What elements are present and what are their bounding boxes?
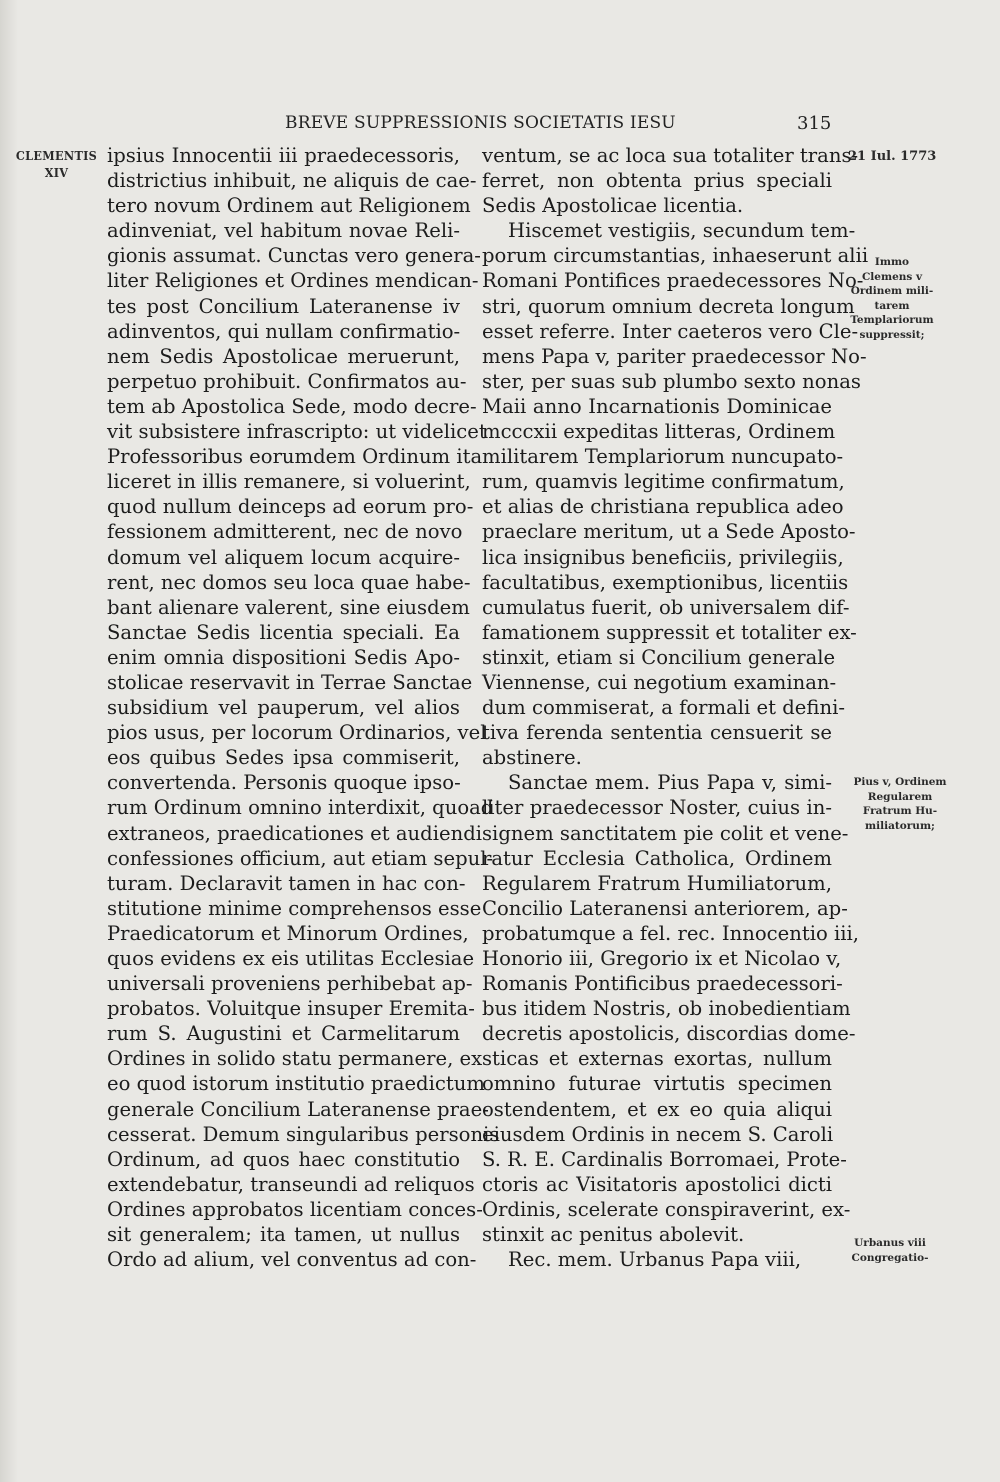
text-line: tes post Concilium Lateranense iv xyxy=(107,294,460,318)
text-line: Romani Pontifices praedecessores No- xyxy=(482,269,864,293)
text-line: sticas et externas exortas, nullum xyxy=(482,1047,832,1071)
text-line: rum, quamvis legitime confirmatum, xyxy=(482,470,845,494)
text-line: S. R. E. Cardinalis Borromaei, Prote- xyxy=(482,1147,847,1171)
text-line: Ordinis, scelerate conspiraverint, ex- xyxy=(482,1197,851,1221)
text-line: Professoribus eorumdem Ordinum ita xyxy=(107,445,483,469)
text-line: sit generalem; ita tamen, ut nullus xyxy=(107,1223,460,1247)
text-line: Honorio iii, Gregorio ix et Nicolao v, xyxy=(482,947,842,970)
text-line: adinventos, qui nullam confirmatio- xyxy=(107,319,461,343)
text-line: liceret in illis remanere, si voluerint, xyxy=(107,470,471,494)
text-line: porum circumstantias, inhaeserunt alii xyxy=(482,244,869,268)
text-line: extendebatur, transeundi ad reliquos xyxy=(107,1172,475,1196)
text-line: domum vel aliquem locum acquire- xyxy=(107,545,460,569)
text-line: stitutione minime comprehensos esse xyxy=(107,896,482,920)
text-line: vit subsistere infrascripto: ut videlicet xyxy=(107,420,487,444)
text-line: eiusdem Ordinis in necem S. Caroli xyxy=(482,1122,834,1146)
text-line: ster, per suas sub plumbo sexto nonas xyxy=(482,369,861,393)
text-column-right xyxy=(482,143,869,1272)
text-line: stinxit, etiam si Concilium generale xyxy=(482,645,836,669)
margin-note-line: tarem xyxy=(874,299,910,312)
text-line: probatos. Voluitque insuper Eremita- xyxy=(107,997,475,1021)
text-line: fessionem admitterent, nec de novo xyxy=(107,520,463,544)
text-line: probatumque a fel. rec. Innocentio iii, xyxy=(482,921,860,945)
text-line: lica insignibus beneficiis, privilegiis, xyxy=(482,545,844,569)
text-line: abstinere. xyxy=(482,746,582,770)
text-line: convertenda. Personis quoque ipso- xyxy=(107,771,461,795)
margin-date: 21 Iul. 1773 xyxy=(848,149,937,164)
text-line: quod nullum deinceps ad eorum pro- xyxy=(107,495,474,519)
text-line: omnino futurae virtutis specimen xyxy=(482,1072,832,1096)
margin-note-line: suppressit; xyxy=(859,328,925,341)
text-line: praeclare meritum, ut a Sede Aposto- xyxy=(482,520,856,544)
text-line: extraneos, praedicationes et audiendi xyxy=(107,821,483,845)
text-line: rent, nec domos seu loca quae habe- xyxy=(107,570,471,594)
text-line: Ordinum, ad quos haec constitutio xyxy=(107,1147,460,1171)
text-line: Hiscemet vestigiis, secundum tem- xyxy=(508,219,856,243)
text-line: pios usus, per locorum Ordinarios, vel xyxy=(107,721,487,745)
text-line: Ordo ad alium, vel conventus ad con- xyxy=(107,1248,477,1272)
margin-note-line: miliatorum; xyxy=(865,819,935,832)
text-line: Sanctae mem. Pius Papa v, simi- xyxy=(508,771,832,795)
text-line: et alias de christiana republica adeo xyxy=(482,495,844,519)
margin-pope-name-line: CLEMENTIS xyxy=(15,148,98,163)
text-line: Praedicatorum et Minorum Ordines, xyxy=(107,921,469,945)
margin-note-line: Clemens v xyxy=(861,270,923,283)
text-line: Romanis Pontificibus praedecessori- xyxy=(482,972,843,996)
text-line: mcccxii expeditas litteras, Ordinem xyxy=(482,420,836,444)
text-line: ferret, non obtenta prius speciali xyxy=(482,169,832,193)
text-line: ventum, se ac loca sua totaliter trans- xyxy=(482,144,859,167)
text-line: liter Religiones et Ordines mendican- xyxy=(107,269,479,293)
margin-note-urbanus xyxy=(840,1236,940,1265)
margin-note-pius xyxy=(840,775,960,833)
text-line: Rec. mem. Urbanus Papa viii, xyxy=(508,1248,802,1272)
text-line: esset referre. Inter caeteros vero Cle- xyxy=(482,319,859,343)
text-line: ctoris ac Visitatoris apostolici dicti xyxy=(482,1172,832,1196)
text-line: perpetuo prohibuit. Confirmatos au- xyxy=(107,369,467,393)
margin-note-line: Congregatio- xyxy=(851,1251,929,1264)
margin-note-line: Fratrum Hu- xyxy=(862,805,938,817)
text-line: decretis apostolicis, discordias dome- xyxy=(482,1022,856,1046)
text-line: generale Concilium Lateranense prae- xyxy=(107,1097,489,1121)
text-line: cumulatus fuerit, ob universalem dif- xyxy=(482,595,850,619)
margin-note-line: Immo xyxy=(874,256,910,268)
text-line: Maii anno Incarnationis Dominicae xyxy=(482,394,832,418)
text-line: Sanctae Sedis licentia speciali. Ea xyxy=(107,620,460,644)
text-line: stinxit ac penitus abolevit. xyxy=(482,1223,745,1247)
text-line: Concilio Lateranensi anteriorem, ap- xyxy=(482,896,848,920)
text-line: dum commiserat, a formali et defini- xyxy=(482,696,845,720)
text-line: signem sanctitatem pie colit et vene- xyxy=(482,821,849,845)
text-line: gionis assumat. Cunctas vero genera- xyxy=(107,244,481,268)
text-line: eo quod istorum institutio praedictum xyxy=(107,1072,485,1096)
text-line: ipsius Innocentii iii praedecessoris, xyxy=(107,144,460,167)
text-line: mens Papa v, pariter praedecessor No- xyxy=(482,344,867,368)
text-line: Ordines in solido statu permanere, ex xyxy=(107,1047,483,1071)
margin-pope-name xyxy=(9,147,104,181)
text-line: enim omnia dispositioni Sedis Apo- xyxy=(107,645,460,669)
text-line: tero novum Ordinem aut Religionem xyxy=(107,194,471,218)
text-line: turam. Declaravit tamen in hac con- xyxy=(107,871,466,895)
text-line: liter praedecessor Noster, cuius in- xyxy=(482,796,832,820)
text-line: quos evidens ex eis utilitas Ecclesiae xyxy=(107,947,475,970)
margin-note-line: Regularem xyxy=(867,790,933,803)
text-line: Viennense, cui negotium examinan- xyxy=(482,670,837,694)
text-line: rum S. Augustini et Carmelitarum xyxy=(107,1022,460,1046)
margin-note-line: Templariorum xyxy=(850,314,934,326)
text-line: stolicae reservavit in Terrae Sanctae xyxy=(107,670,473,694)
text-line: bus itidem Nostris, ob inobedientiam xyxy=(482,997,851,1021)
text-line: districtius inhibuit, ne aliquis de cae- xyxy=(107,169,477,193)
text-line: cesserat. Demum singularibus personis xyxy=(107,1122,500,1146)
spine-shadow xyxy=(0,0,18,1482)
text-line: tem ab Apostolica Sede, modo decre- xyxy=(107,394,477,418)
margin-note-line: Ordinem mili- xyxy=(850,285,934,297)
text-line: famationem suppressit et totaliter ex- xyxy=(482,620,857,644)
margin-note-line: Urbanus viii xyxy=(854,1237,926,1249)
text-column-left xyxy=(107,143,500,1272)
text-line: tiva ferenda sententia censuerit se xyxy=(482,721,832,745)
text-line: bant alienare valerent, sine eiusdem xyxy=(107,595,470,619)
text-line: confessiones officium, aut etiam sepul- xyxy=(107,846,494,870)
text-line: stri, quorum omnium decreta longum xyxy=(482,294,855,318)
margin-note-line: Pius v, Ordinem xyxy=(853,776,947,788)
text-line: Sedis Apostolicae licentia. xyxy=(482,194,744,218)
text-line: subsidium vel pauperum, vel alios xyxy=(107,696,460,720)
running-title: BREVE SUPPRESSIONIS SOCIETATIS IESU xyxy=(285,113,676,133)
text-line: ratur Ecclesia Catholica, Ordinem xyxy=(482,846,832,870)
text-line: adinveniat, vel habitum novae Reli- xyxy=(107,219,460,243)
text-line: eos quibus Sedes ipsa commiserit, xyxy=(107,746,460,770)
text-line: militarem Templariorum nuncupato- xyxy=(482,445,844,469)
text-line: Ordines approbatos licentiam conces- xyxy=(107,1197,483,1221)
text-line: ostendentem, et ex eo quia aliqui xyxy=(482,1097,832,1121)
page-number: 315 xyxy=(797,113,832,134)
text-line: Regularem Fratrum Humiliatorum, xyxy=(482,871,832,895)
text-line: universali proveniens perhibebat ap- xyxy=(107,972,473,996)
margin-pope-name-line: XIV xyxy=(44,165,69,180)
text-line: facultatibus, exemptionibus, licentiis xyxy=(482,570,849,594)
text-line: rum Ordinum omnino interdixit, quoad xyxy=(107,796,494,820)
text-line: nem Sedis Apostolicae meruerunt, xyxy=(107,344,460,368)
